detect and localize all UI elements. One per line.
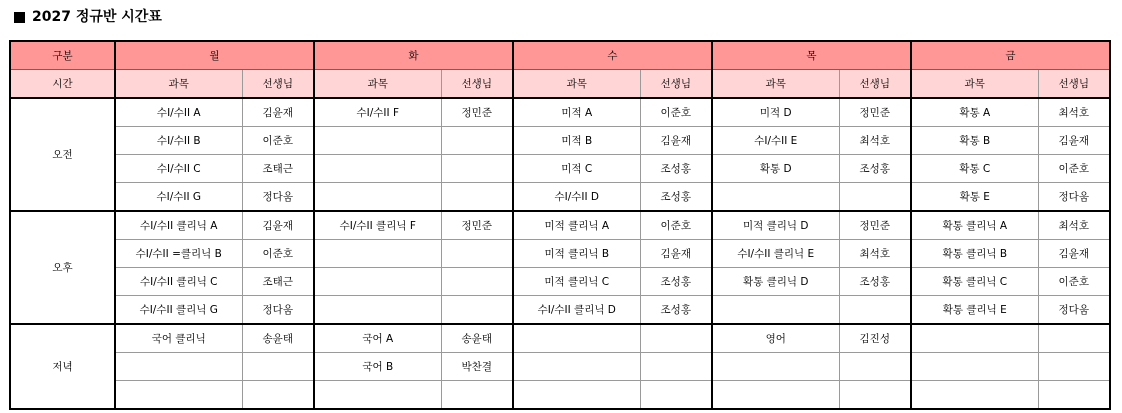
subject-cell-tue: 수I/수II F: [314, 98, 441, 127]
teacher-cell-fri: [1038, 353, 1110, 381]
teacher-cell-mon: [242, 381, 314, 410]
subject-cell-thu: 미적 클리닉 D: [712, 211, 839, 240]
teacher-header: 선생님: [242, 70, 314, 99]
subject-cell-fri: 확통 클리닉 A: [911, 211, 1038, 240]
teacher-cell-wed: 조성홍: [640, 268, 712, 296]
subject-cell-fri: 확통 A: [911, 98, 1038, 127]
subject-cell-wed: 미적 클리닉 A: [513, 211, 640, 240]
subject-cell-tue: 국어 B: [314, 353, 441, 381]
subject-cell-thu: 영어: [712, 324, 839, 353]
timetable: [9, 40, 1111, 410]
timetable-row: [10, 155, 1110, 183]
subject-cell-thu: 수I/수II 클리닉 E: [712, 240, 839, 268]
subject-cell-mon: 수I/수II =클리닉 B: [115, 240, 242, 268]
subject-cell-mon: 수I/수II G: [115, 183, 242, 212]
subject-cell-mon: 수I/수II 클리닉 A: [115, 211, 242, 240]
period-label: 오전: [10, 98, 115, 211]
teacher-cell-mon: [242, 353, 314, 381]
gubun-header: 구분: [10, 41, 115, 70]
subject-cell-fri: 확통 클리닉 B: [911, 240, 1038, 268]
subject-cell-wed: 수I/수II 클리닉 D: [513, 296, 640, 325]
teacher-cell-tue: [441, 183, 513, 212]
subject-cell-fri: 확통 C: [911, 155, 1038, 183]
subject-header: 과목: [911, 70, 1038, 99]
teacher-cell-wed: [640, 324, 712, 353]
teacher-cell-thu: 최석호: [839, 127, 911, 155]
subject-cell-mon: 수I/수II B: [115, 127, 242, 155]
page-title-text: 2027 정규반 시간표: [32, 9, 162, 25]
teacher-cell-mon: 이준호: [242, 127, 314, 155]
teacher-cell-tue: [441, 381, 513, 410]
teacher-cell-wed: 김윤재: [640, 127, 712, 155]
teacher-cell-tue: [441, 155, 513, 183]
timetable-row: [10, 381, 1110, 410]
subject-cell-mon: 국어 클리닉: [115, 324, 242, 353]
subject-cell-fri: [911, 381, 1038, 410]
teacher-cell-thu: 정민준: [839, 98, 911, 127]
teacher-cell-mon: 정다움: [242, 296, 314, 325]
teacher-cell-fri: 정다움: [1038, 183, 1110, 212]
subject-header: 과목: [314, 70, 441, 99]
subject-cell-fri: 확통 클리닉 C: [911, 268, 1038, 296]
timetable-row: [10, 211, 1110, 240]
teacher-cell-tue: 송윤태: [441, 324, 513, 353]
page-title: [14, 6, 162, 28]
subject-cell-wed: 미적 B: [513, 127, 640, 155]
timetable-row: [10, 324, 1110, 353]
teacher-header: 선생님: [1038, 70, 1110, 99]
teacher-cell-wed: [640, 353, 712, 381]
subject-cell-mon: 수I/수II C: [115, 155, 242, 183]
teacher-cell-mon: 김윤재: [242, 211, 314, 240]
subject-cell-thu: [712, 353, 839, 381]
subject-cell-wed: 미적 A: [513, 98, 640, 127]
subject-cell-mon: 수I/수II 클리닉 C: [115, 268, 242, 296]
day-header-thu: 목: [712, 41, 911, 70]
teacher-header: 선생님: [640, 70, 712, 99]
teacher-cell-fri: 김윤재: [1038, 240, 1110, 268]
subject-cell-thu: [712, 296, 839, 325]
teacher-cell-fri: 최석호: [1038, 211, 1110, 240]
teacher-cell-tue: [441, 127, 513, 155]
subject-cell-tue: [314, 296, 441, 325]
subject-cell-tue: [314, 127, 441, 155]
period-label: 저녁: [10, 324, 115, 409]
timetable-row: [10, 183, 1110, 212]
teacher-cell-thu: 정민준: [839, 211, 911, 240]
teacher-cell-fri: 이준호: [1038, 268, 1110, 296]
teacher-cell-thu: 조성홍: [839, 155, 911, 183]
timetable-row: [10, 240, 1110, 268]
teacher-header: 선생님: [441, 70, 513, 99]
teacher-cell-fri: 최석호: [1038, 98, 1110, 127]
subject-cell-wed: [513, 324, 640, 353]
subject-cell-tue: [314, 183, 441, 212]
subject-header: 과목: [115, 70, 242, 99]
subject-cell-wed: 수I/수II D: [513, 183, 640, 212]
teacher-cell-fri: 정다움: [1038, 296, 1110, 325]
day-header-wed: 수: [513, 41, 712, 70]
subject-cell-thu: 미적 D: [712, 98, 839, 127]
teacher-cell-thu: [839, 183, 911, 212]
teacher-cell-thu: [839, 381, 911, 410]
teacher-cell-wed: 조성홍: [640, 183, 712, 212]
teacher-header: 선생님: [839, 70, 911, 99]
subject-cell-tue: [314, 240, 441, 268]
teacher-cell-tue: 정민준: [441, 98, 513, 127]
teacher-cell-mon: 조태근: [242, 155, 314, 183]
subject-header: 과목: [513, 70, 640, 99]
period-label: 오후: [10, 211, 115, 324]
teacher-cell-thu: [839, 353, 911, 381]
day-header-row: [10, 41, 1110, 70]
teacher-cell-wed: 조성홍: [640, 155, 712, 183]
subject-cell-mon: [115, 353, 242, 381]
subject-cell-tue: 수I/수II 클리닉 F: [314, 211, 441, 240]
teacher-cell-wed: [640, 381, 712, 410]
teacher-cell-fri: 김윤재: [1038, 127, 1110, 155]
teacher-cell-mon: 김윤재: [242, 98, 314, 127]
subject-cell-tue: 국어 A: [314, 324, 441, 353]
column-header-row: [10, 70, 1110, 99]
subject-cell-tue: [314, 268, 441, 296]
subject-cell-wed: 미적 클리닉 B: [513, 240, 640, 268]
day-header-fri: 금: [911, 41, 1110, 70]
subject-cell-fri: 확통 B: [911, 127, 1038, 155]
square-bullet-icon: [14, 12, 25, 23]
teacher-cell-fri: 이준호: [1038, 155, 1110, 183]
subject-cell-thu: 확통 클리닉 D: [712, 268, 839, 296]
timetable-row: [10, 353, 1110, 381]
subject-cell-fri: [911, 324, 1038, 353]
subject-cell-thu: 확통 D: [712, 155, 839, 183]
teacher-cell-thu: 조성홍: [839, 268, 911, 296]
timetable-body: [10, 98, 1110, 409]
subject-cell-mon: 수I/수II 클리닉 G: [115, 296, 242, 325]
teacher-cell-mon: 송윤태: [242, 324, 314, 353]
teacher-cell-mon: 조태근: [242, 268, 314, 296]
time-header: 시간: [10, 70, 115, 99]
subject-cell-thu: [712, 183, 839, 212]
teacher-cell-wed: 이준호: [640, 98, 712, 127]
teacher-cell-wed: 김윤재: [640, 240, 712, 268]
teacher-cell-thu: [839, 296, 911, 325]
subject-cell-fri: 확통 E: [911, 183, 1038, 212]
day-header-mon: 월: [115, 41, 314, 70]
subject-cell-tue: [314, 381, 441, 410]
timetable-row: [10, 268, 1110, 296]
teacher-cell-wed: 조성홍: [640, 296, 712, 325]
subject-cell-thu: [712, 381, 839, 410]
day-header-tue: 화: [314, 41, 513, 70]
teacher-cell-thu: 최석호: [839, 240, 911, 268]
teacher-cell-fri: [1038, 381, 1110, 410]
teacher-cell-tue: [441, 240, 513, 268]
subject-cell-wed: 미적 C: [513, 155, 640, 183]
teacher-cell-tue: [441, 268, 513, 296]
subject-cell-thu: 수I/수II E: [712, 127, 839, 155]
timetable-row: [10, 127, 1110, 155]
subject-cell-fri: [911, 353, 1038, 381]
teacher-cell-fri: [1038, 324, 1110, 353]
timetable-row: [10, 98, 1110, 127]
teacher-cell-tue: 정민준: [441, 211, 513, 240]
teacher-cell-tue: 박찬결: [441, 353, 513, 381]
subject-cell-fri: 확통 클리닉 E: [911, 296, 1038, 325]
teacher-cell-mon: 이준호: [242, 240, 314, 268]
timetable-row: [10, 296, 1110, 325]
subject-header: 과목: [712, 70, 839, 99]
teacher-cell-wed: 이준호: [640, 211, 712, 240]
subject-cell-mon: [115, 381, 242, 410]
subject-cell-tue: [314, 155, 441, 183]
subject-cell-wed: 미적 클리닉 C: [513, 268, 640, 296]
subject-cell-wed: [513, 353, 640, 381]
teacher-cell-tue: [441, 296, 513, 325]
teacher-cell-thu: 김진성: [839, 324, 911, 353]
subject-cell-wed: [513, 381, 640, 410]
subject-cell-mon: 수I/수II A: [115, 98, 242, 127]
teacher-cell-mon: 정다움: [242, 183, 314, 212]
